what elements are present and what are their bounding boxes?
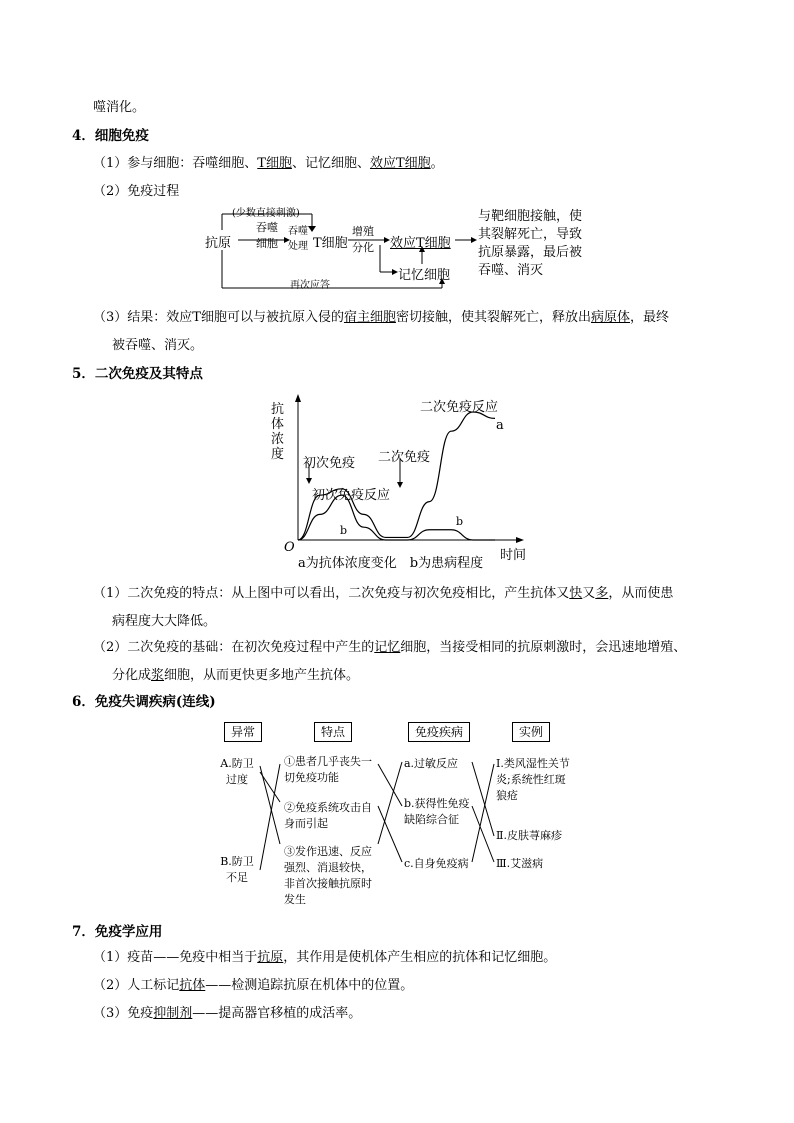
chart-ylabel: 抗体浓度 [271, 402, 285, 462]
s4-item2: （2）免疫过程 [93, 184, 180, 199]
flow-antigen: 抗原 [205, 236, 232, 251]
feature-2: ②免疫系统攻击自身而引起 [284, 801, 372, 830]
heading-secondary-immunity: 5．二次免疫及其特点 [72, 366, 203, 382]
s4-item3-line2: 被吞噬、消灭。 [112, 338, 204, 353]
col-head-diseases: 免疫疾病 [408, 722, 470, 742]
example-2: Ⅱ.皮肤荨麻疹 [496, 829, 562, 842]
s7-item2: （2）人工标记抗体——检测追踪抗原在机体中的位置。 [93, 978, 414, 993]
col-head-examples: 实例 [512, 722, 550, 742]
s7-item1: （1）疫苗——免疫中相当于抗原，其作用是使机体产生相应的抗体和记忆细胞。 [93, 950, 557, 965]
example-3: Ⅲ.艾滋病 [496, 857, 544, 870]
secondary-immunity-chart [270, 390, 540, 570]
col-head-features: 特点 [314, 722, 352, 742]
chart-xlabel: 时间 [500, 548, 527, 563]
s5-item2-line2: 分化成浆细胞，从而更快更多地产生抗体。 [112, 668, 360, 683]
chart-series-b-label-1: b [340, 524, 348, 537]
flow-effector: 效应T细胞 [390, 236, 451, 251]
flow-phago-process: 吞噬处理 [288, 226, 308, 252]
series-a-line [298, 412, 495, 540]
s7-item3: （3）免疫抑制剂——提高器官移植的成活率。 [93, 1006, 362, 1021]
chart-annot-secondary: 二次免疫 [378, 450, 431, 465]
heading-immune-disorders: 6．免疫失调疾病(连线) [72, 694, 216, 710]
s5-item1: （1）二次免疫的特点：从上图中可以看出，二次免疫与初次免疫相比，产生抗体又快又多，从而使患 [93, 586, 674, 601]
feature-3: ③发作迅速、反应强烈、消退较快，非首次接触抗原时发生 [284, 845, 372, 906]
flow-prolif: 增殖分化 [352, 225, 374, 254]
flow-result: 与靶细胞接触，使其裂解死亡，导致抗原暴露，最后被吞噬、消灭 [478, 209, 583, 278]
abnormal-a: A.防卫过度 [220, 757, 254, 786]
disease-b: b.获得性免疫缺陷综合征 [404, 797, 470, 826]
chart-annot-primary-response: 初次免疫反应 [312, 488, 391, 503]
abnormal-b: B.防卫不足 [220, 855, 254, 884]
heading-immunology-applications: 7．免疫学应用 [72, 924, 163, 940]
s4-item1: （1）参与细胞：吞噬细胞、T细胞、记忆细胞、效应T细胞。 [93, 156, 444, 171]
chart-annot-secondary-response: 二次免疫反应 [420, 400, 499, 415]
s5-item2: （2）二次免疫的基础：在初次免疫过程中产生的记忆细胞，当接受相同的抗原刺激时，会迅速地增殖、 [93, 640, 687, 655]
paragraph-tail: 噬消化。 [93, 100, 146, 115]
flow-top-label: (少数直接刺激) [232, 208, 300, 219]
disease-c: c.自身免疫病 [404, 857, 469, 870]
s5-item1-line2: 病程度大大降低。 [112, 614, 217, 629]
chart-series-a-label: a [496, 418, 504, 433]
flow-again: 再次应答 [290, 280, 330, 291]
matching-lines [200, 740, 620, 910]
example-1: Ⅰ.类风湿性关节炎;系统性红斑狼疮 [496, 757, 570, 802]
chart-annot-primary: 初次免疫 [303, 456, 356, 471]
flow-memory: 记忆细胞 [398, 268, 451, 283]
feature-1: ①患者几乎丧失一切免疫功能 [284, 755, 372, 784]
s4-item3: （3）结果：效应T细胞可以与被抗原入侵的宿主细胞密切接触，使其裂解死亡，释放出病原体，最终 [93, 310, 670, 325]
flow-phago-cell: 吞噬细胞 [256, 221, 278, 250]
flow-tcell: T细胞 [313, 236, 348, 251]
col-head-abnormal: 异常 [224, 722, 262, 742]
chart-origin: O [284, 540, 295, 555]
chart-series-b-label-2: b [456, 515, 464, 528]
heading-cell-immunity: 4．细胞免疫 [72, 128, 149, 144]
disease-a: a.过敏反应 [404, 757, 459, 770]
chart-legend: a为抗体浓度变化 b为患病程度 [298, 556, 484, 571]
